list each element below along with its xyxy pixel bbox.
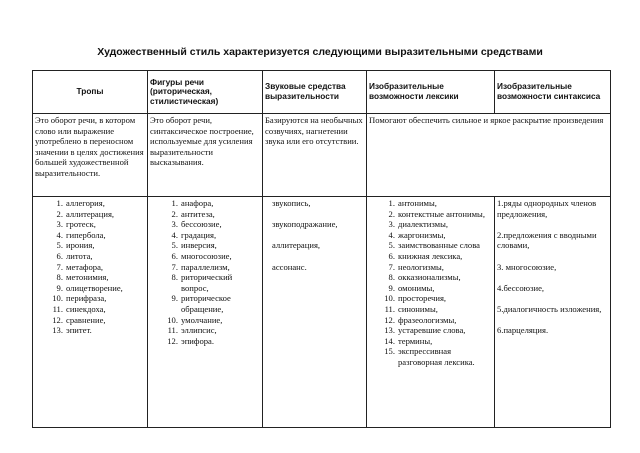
list-item-number: 6. <box>388 250 395 261</box>
list-item-text: градация, <box>181 229 217 240</box>
list-item-text: ирония, <box>66 240 95 251</box>
header-sound: Звуковые средства выразительности <box>263 71 367 114</box>
list-row <box>33 197 611 428</box>
list-item-number: 7. <box>388 261 395 272</box>
list-item <box>35 209 145 220</box>
figures-cell <box>148 197 263 428</box>
list-item-text: эпитет. <box>66 325 92 336</box>
list-item-number: 11. <box>52 303 63 314</box>
list-item-text: умолчание, <box>181 314 223 325</box>
list-item <box>369 219 492 230</box>
list-item-number: 9. <box>56 282 63 293</box>
list-item-text: аллитерация, <box>66 208 115 219</box>
list-item-number: 3. <box>388 219 395 230</box>
list-item-number: 4. <box>171 229 178 240</box>
list-item <box>35 283 145 294</box>
desc-tropes: Это оборот речи, в котором слово или выражение употреблено в переносном значении в целях достижения большей художественной выразительности. <box>33 114 148 197</box>
list-item-text: бессоюзие, <box>181 219 222 230</box>
list-item <box>150 240 260 251</box>
list-item: 4.бессоюзие, <box>497 282 545 293</box>
list-item-number: 8. <box>56 272 63 283</box>
list-item <box>35 240 145 251</box>
list-item <box>369 209 492 220</box>
list-item: аллитерация, <box>272 240 321 251</box>
list-item <box>369 346 492 367</box>
list-item-number: 7. <box>56 261 63 272</box>
sound-list <box>265 198 364 272</box>
header-lexis: Изобразительные возможности лексики <box>367 71 495 114</box>
list-item-number: 10. <box>52 293 63 304</box>
list-item <box>35 315 145 326</box>
list-item-number: 3. <box>171 219 178 230</box>
list-item-text: заимствованные слова <box>398 240 480 251</box>
list-item <box>35 230 145 241</box>
list-item <box>35 293 145 304</box>
list-item: ассонанс. <box>272 261 307 272</box>
lexis-cell <box>367 197 495 428</box>
list-item-text: анафора, <box>181 198 214 208</box>
list-item-text: метонимия, <box>66 272 109 283</box>
desc-sound: Базируются на необычных созвучиях, нагнетении звука или его отсутствии. <box>263 114 367 197</box>
header-tropes: Тропы <box>33 71 148 114</box>
list-item: 1.ряды однородных членов предложения, <box>497 198 597 219</box>
desc-lexis-syntax: Помогают обеспечить сильное и яркое раскрытие произведения <box>367 114 611 197</box>
list-item-number: 2. <box>56 208 63 219</box>
list-item-text: жаргонизмы, <box>398 229 446 240</box>
list-item-text: эллипсис, <box>181 325 217 336</box>
list-item-text: риторическое обращение, <box>181 293 231 314</box>
list-item-number: 6. <box>171 250 178 261</box>
list-item <box>369 240 492 251</box>
list-item-number: 12. <box>52 314 63 325</box>
list-item-number: 2. <box>388 208 395 219</box>
list-item: 3. многосоюзие, <box>497 261 557 272</box>
list-item <box>369 198 492 209</box>
list-item <box>150 251 260 262</box>
list-item-number: 5. <box>171 240 178 251</box>
list-item <box>150 293 260 314</box>
list-item <box>35 251 145 262</box>
list-item-number: 8. <box>171 272 178 283</box>
list-item-number: 6. <box>56 250 63 261</box>
list-item-text: эпифора. <box>181 335 215 346</box>
table-header-row <box>33 71 611 114</box>
list-item-number: 5. <box>56 240 63 251</box>
sound-cell <box>263 197 367 428</box>
list-item-text: антонимы, <box>398 198 437 208</box>
list-item <box>150 198 260 209</box>
tropes-cell <box>33 197 148 428</box>
expressive-means-table <box>32 70 611 428</box>
list-item-text: синонимы, <box>398 303 438 314</box>
list-item-number: 4. <box>56 229 63 240</box>
list-item <box>150 230 260 241</box>
page-title: Художественный стиль характеризуется следующими выразительными средствами <box>97 46 543 58</box>
list-item-text: олицетворение, <box>66 282 123 293</box>
list-item <box>369 283 492 294</box>
list-item: 5.диалогичность изложения, <box>497 303 602 314</box>
list-item-number: 12. <box>167 335 178 346</box>
description-row <box>33 114 611 197</box>
tropes-list <box>35 198 145 336</box>
list-item-text: параллелизм, <box>181 261 230 272</box>
list-item-text: сравнение, <box>66 314 106 325</box>
list-item-number: 9. <box>388 282 395 293</box>
list-item <box>369 304 492 315</box>
list-item-text: литота, <box>66 250 93 261</box>
list-item-text: аллегория, <box>66 198 105 208</box>
list-item-text: экспрессивная разговорная лексика. <box>398 346 475 367</box>
list-item-number: 14. <box>384 335 395 346</box>
list-item-number: 9. <box>171 293 178 304</box>
list-item <box>35 198 145 209</box>
list-item-text: диалектизмы, <box>398 219 449 230</box>
list-item <box>35 304 145 315</box>
list-item-number: 11. <box>384 303 395 314</box>
header-syntax: Изобразительные возможности синтаксиса <box>495 71 611 114</box>
list-item-number: 1. <box>171 198 178 208</box>
list-item-number: 3. <box>56 219 63 230</box>
list-item: 6.парцеляция. <box>497 325 549 336</box>
list-item-number: 7. <box>171 261 178 272</box>
list-item <box>369 272 492 283</box>
list-item <box>35 272 145 283</box>
list-item-text: устаревшие слова, <box>398 325 466 336</box>
list-item-number: 1. <box>56 198 63 208</box>
list-item-number: 2. <box>171 208 178 219</box>
list-item-text: риторический вопрос, <box>181 272 233 293</box>
header-figures: Фигуры речи (риторическая, стилистическая) <box>148 71 263 114</box>
list-item <box>150 315 260 326</box>
list-item <box>35 262 145 273</box>
list-item <box>369 293 492 304</box>
list-item-number: 12. <box>384 314 395 325</box>
list-item-number: 15. <box>384 346 395 357</box>
list-item-text: неологизмы, <box>398 261 444 272</box>
list-item-number: 10. <box>384 293 395 304</box>
list-item: звукоподражание, <box>272 219 338 230</box>
list-item-text: синекдоха, <box>66 303 106 314</box>
list-item <box>150 262 260 273</box>
list-item-text: инверсия, <box>181 240 217 251</box>
list-item-text: окказионализмы, <box>398 272 461 283</box>
list-item-text: книжная лексика, <box>398 250 463 261</box>
list-item-number: 13. <box>52 325 63 336</box>
list-item-text: многосоюзие, <box>181 250 232 261</box>
list-item <box>35 219 145 230</box>
list-item: 2.предложения с вводными словами, <box>497 229 597 251</box>
syntax-cell <box>495 197 611 428</box>
list-item-text: гипербола, <box>66 229 106 240</box>
list-item <box>150 272 260 293</box>
list-item-text: перифраза, <box>66 293 107 304</box>
list-item <box>150 219 260 230</box>
list-item-number: 13. <box>384 325 395 336</box>
list-item-text: просторечия, <box>398 293 447 304</box>
list-item-text: антитеза, <box>181 208 215 219</box>
lexis-list <box>369 198 492 368</box>
list-item <box>369 251 492 262</box>
list-item-text: фразеологизмы, <box>398 314 457 325</box>
list-item-number: 4. <box>388 229 395 240</box>
list-item <box>150 325 260 336</box>
desc-figures: Это оборот речи, синтаксическое построение, используемые для усиления выразительности высказывания. <box>148 114 263 197</box>
list-item-number: 8. <box>388 272 395 283</box>
list-item-number: 5. <box>388 240 395 251</box>
list-item <box>369 336 492 347</box>
list-item <box>369 230 492 241</box>
list-item: звукопись, <box>272 198 311 208</box>
list-item <box>150 209 260 220</box>
list-item-number: 1. <box>388 198 395 208</box>
list-item <box>35 325 145 336</box>
list-item <box>369 262 492 273</box>
list-item <box>369 315 492 326</box>
figures-list <box>150 198 260 346</box>
list-item-text: омонимы, <box>398 282 435 293</box>
list-item <box>150 336 260 347</box>
list-item-text: метафора, <box>66 261 104 272</box>
list-item <box>369 325 492 336</box>
list-item-text: контекстные антонимы, <box>398 208 485 219</box>
list-item-text: гротеск, <box>66 219 96 230</box>
syntax-list <box>497 198 608 336</box>
list-item-number: 10. <box>167 314 178 325</box>
list-item-text: термины, <box>398 335 433 346</box>
list-item-number: 11. <box>167 325 178 336</box>
